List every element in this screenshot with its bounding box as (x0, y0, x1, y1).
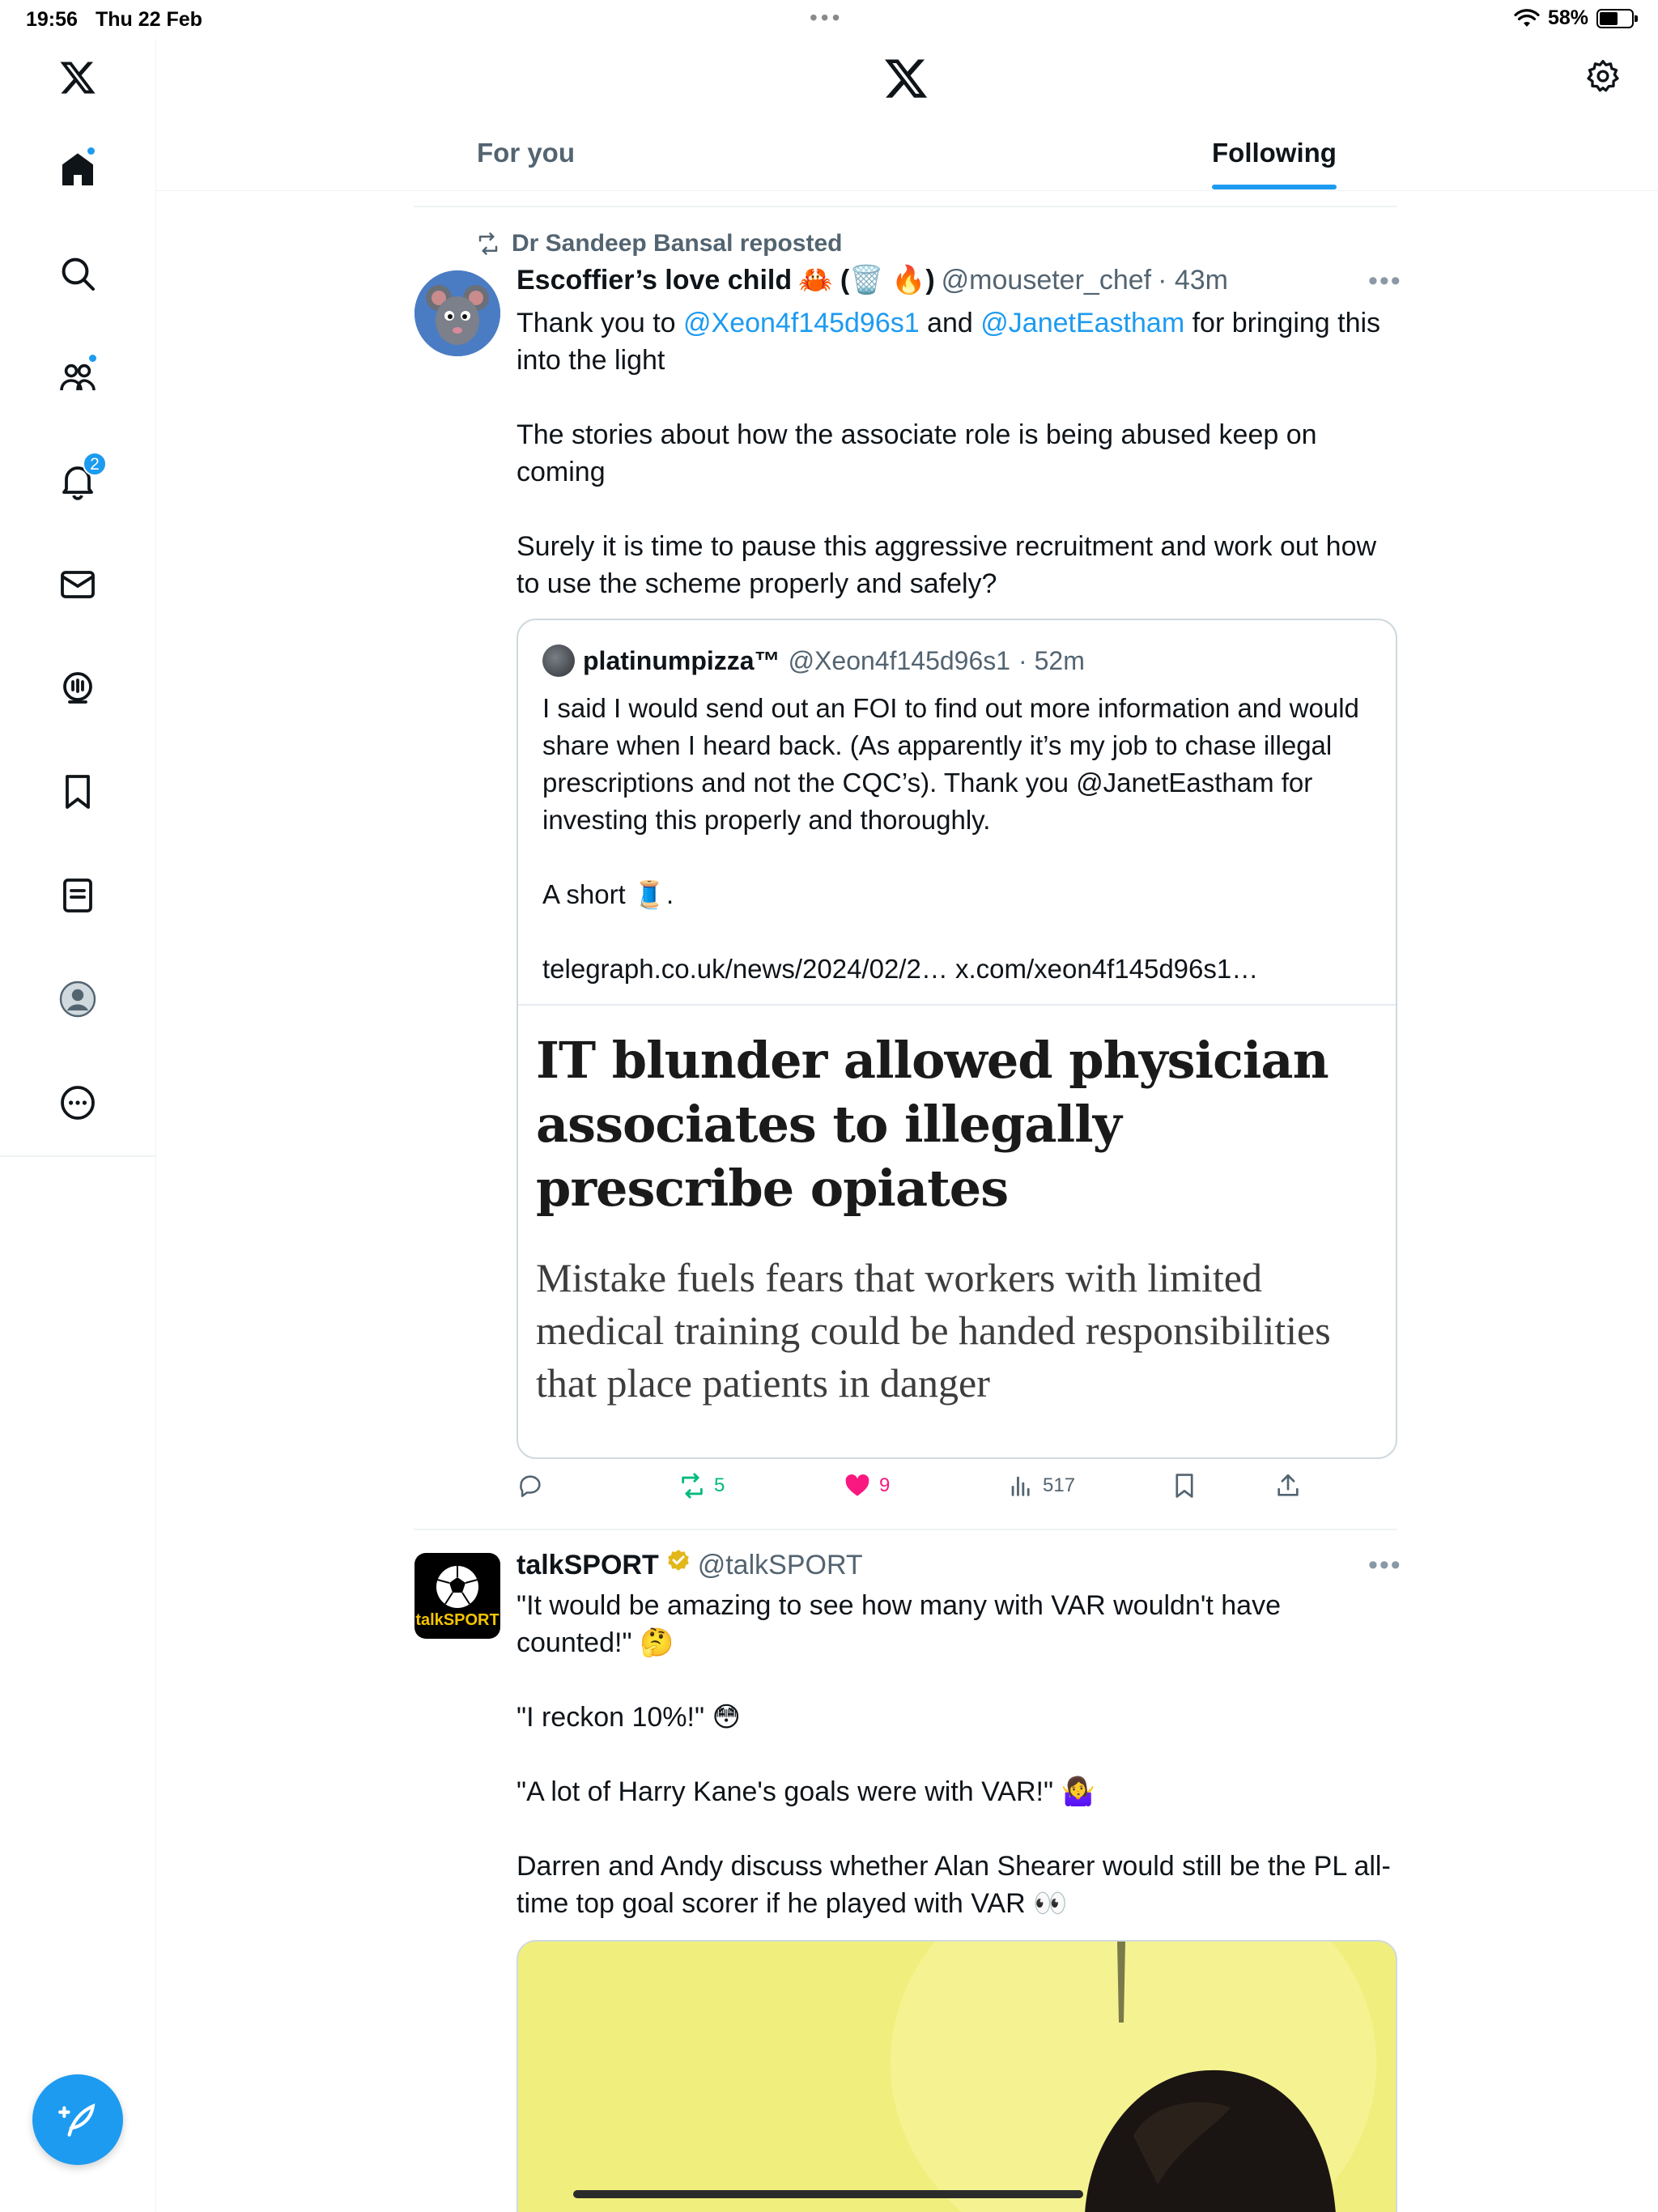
battery-icon (1596, 9, 1634, 28)
more-icon (58, 1083, 97, 1122)
verified-badge-icon (665, 1548, 691, 1574)
post-text-segment: for bringing this into the light (517, 308, 1381, 376)
repost-label: Dr Sandeep Bansal reposted (512, 230, 843, 257)
multitasking-dots-icon[interactable]: ••• (810, 5, 844, 30)
author-name[interactable]: talkSPORT (517, 1550, 659, 1580)
home-icon (58, 151, 97, 189)
x-logo-header-icon[interactable] (882, 55, 929, 102)
feed-divider (414, 1529, 1397, 1530)
quoted-author-name: platinumpizza™ (583, 645, 780, 675)
quoted-card-divider (518, 1004, 1396, 1006)
video-frame (518, 1942, 1397, 2212)
post-paragraph: The stories about how the associate role is being abused keep on coming (517, 419, 1317, 487)
quoted-post[interactable] (517, 619, 1397, 1459)
share-icon (1274, 1472, 1302, 1499)
post-time[interactable]: · 43m (1158, 265, 1229, 296)
repost-count: 5 (714, 1474, 725, 1496)
avatar[interactable] (414, 1553, 500, 1639)
x-logo-icon[interactable] (53, 53, 102, 102)
reply-icon (517, 1472, 544, 1499)
post-text (517, 1587, 1399, 1922)
settings-button[interactable] (1585, 58, 1626, 99)
sidebar-item-more[interactable] (53, 1078, 102, 1127)
like-count: 9 (879, 1474, 891, 1496)
bookmark-button[interactable] (1171, 1472, 1198, 1499)
views-count: 517 (1043, 1474, 1076, 1496)
post-text-segment: and (919, 308, 981, 338)
post-paragraph: "It would be amazing to see how many with VAR wouldn't have counted!" 🤔 (517, 1590, 1281, 1658)
communities-unread-dot (87, 353, 98, 364)
battery-percent: 58% (1547, 6, 1588, 29)
sidebar-divider (0, 1155, 156, 1157)
author-name-emoji: 🦀 (🗑️ 🔥) (798, 265, 935, 296)
avatar[interactable] (414, 270, 500, 356)
status-bar (0, 0, 1658, 39)
profile-icon (58, 980, 97, 1019)
sidebar-item-communities[interactable] (53, 353, 102, 402)
sidebar-item-profile[interactable] (53, 975, 102, 1023)
views-icon (1007, 1472, 1035, 1499)
quoted-post-text (542, 690, 1376, 988)
sidebar-item-lists[interactable] (53, 871, 102, 920)
like-button[interactable] (844, 1472, 890, 1499)
heart-icon (844, 1472, 871, 1499)
active-tab-indicator (1212, 185, 1337, 189)
author-handle[interactable]: @talkSPORT (697, 1550, 863, 1580)
compose-button[interactable] (32, 2074, 123, 2165)
quoted-post-header (542, 644, 1085, 677)
post-more-icon[interactable]: ••• (1368, 1550, 1402, 1580)
timeline-tabs (156, 123, 1658, 191)
article-standfirst: Mistake fuels fears that workers with limited medical training could be handed responsibilities that place patients in danger (536, 1255, 1331, 1406)
quoted-post-time: · 52m (1018, 645, 1085, 675)
messages-icon (58, 565, 97, 604)
post-actions (517, 1472, 1326, 1508)
status-right (1514, 6, 1634, 30)
mention-link[interactable]: @Xeon4f145d96s1 (683, 308, 920, 338)
repost-icon (476, 232, 500, 256)
home-indicator[interactable] (573, 2190, 1083, 2198)
sidebar-item-notifications[interactable] (53, 457, 102, 505)
sidebar-item-messages[interactable] (53, 560, 102, 609)
tab-for-you[interactable]: For you (477, 138, 575, 168)
post-paragraph: "A lot of Harry Kane's goals were with VAR!" 🤷‍♀️ (517, 1776, 1095, 1807)
author-handle[interactable]: @mouseter_chef (941, 265, 1152, 296)
quoted-paragraph: A short 🧵. (542, 879, 674, 909)
status-date: Thu 22 Feb (96, 8, 202, 31)
video-thumbnail[interactable] (517, 1940, 1397, 2212)
repost-icon (678, 1472, 706, 1499)
rat-chef-avatar-icon (414, 270, 500, 356)
notifications-count-badge: 2 (83, 452, 107, 476)
compose-icon (57, 2099, 98, 2140)
communities-icon (58, 358, 97, 397)
sidebar-item-spaces[interactable] (53, 664, 102, 713)
post-paragraph: Surely it is time to pause this aggressive recruitment and work out how to use the scheme properly and safely? (517, 531, 1377, 599)
reply-button[interactable] (517, 1472, 544, 1499)
post-paragraph: Darren and Andy discuss whether Alan Shearer would still be the PL all-time top goal scorer if he played with VAR 👀 (517, 1851, 1391, 1919)
share-button[interactable] (1274, 1472, 1302, 1499)
search-icon (58, 254, 97, 293)
article-headline: IT blunder allowed physician associates to illegally prescribe opiates (536, 1031, 1329, 1218)
status-time: 19:56 (26, 8, 78, 31)
feed-divider (414, 206, 1397, 207)
repost-button[interactable] (678, 1472, 725, 1499)
quoted-author-handle: @Xeon4f145d96s1 (788, 645, 1011, 675)
sidebar-item-search[interactable] (53, 249, 102, 298)
bookmarks-icon (58, 772, 97, 811)
quoted-links: telegraph.co.uk/news/2024/02/2… x.com/xeon4f145d96s1… (542, 954, 1259, 984)
post-paragraph: "I reckon 10%!" 😳 (517, 1702, 741, 1733)
bookmark-icon (1171, 1472, 1198, 1499)
sidebar-item-home[interactable] (53, 146, 102, 194)
spaces-icon (58, 669, 97, 708)
lists-icon (58, 876, 97, 915)
repost-indicator[interactable] (476, 230, 842, 257)
author-name[interactable]: Escoffier’s love child (517, 265, 793, 296)
post-header (517, 1548, 863, 1581)
avatar (542, 644, 575, 677)
views-button[interactable] (1007, 1472, 1075, 1499)
settings-icon (1585, 58, 1621, 94)
post-text (517, 304, 1399, 602)
tab-following[interactable]: Following (1212, 138, 1337, 168)
sidebar-item-bookmarks[interactable] (53, 768, 102, 816)
wifi-icon (1514, 9, 1540, 28)
talksport-logo-text: talkSPORT (415, 1611, 500, 1629)
post-more-icon[interactable]: ••• (1368, 266, 1402, 296)
home-unread-dot (86, 146, 96, 156)
post-text-segment: Thank you to (517, 308, 684, 338)
post-header (517, 264, 1228, 296)
mention-link[interactable]: @JanetEastham (980, 308, 1185, 338)
quoted-paragraph: I said I would send out an FOI to find out more information and would share when I heard back. (As apparently it’s my job to chase illegal prescriptions and not the CQC’s). Thank you @JanetEastham for investing this properly and thoroughly. (542, 693, 1359, 835)
